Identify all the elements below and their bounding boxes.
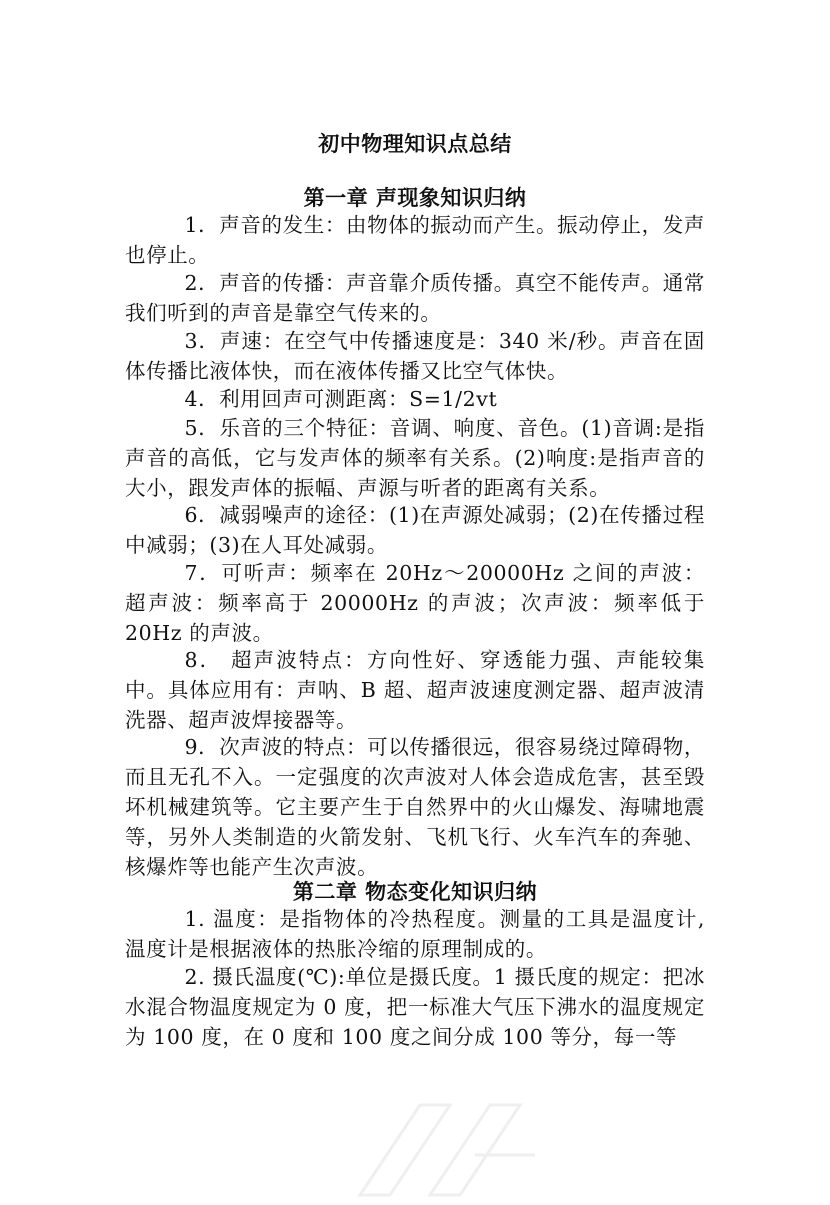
watermark-logo: [300, 1085, 560, 1205]
paragraph: 1．声音的发生：由物体的振动而产生。振动停止，发声也停止。: [125, 213, 705, 267]
paragraph: 5．乐音的三个特征：音调、响度、音色。(1)音调:是指声音的高低，它与发声体的频率有关系。(2)响度:是指声音的大小，跟发声体的振幅、声源与听者的距离有关系。: [125, 416, 705, 500]
paragraph: 3．声速：在空气中传播速度是：340 米/秒。声音在固体传播比液体快，而在液体传播又比空气体快。: [125, 329, 705, 383]
document-title: 初中物理知识点总结: [318, 131, 512, 156]
chapter-heading: 第一章 声现象知识归纳: [303, 185, 527, 210]
paragraph: 7．可听声：频率在 20Hz～20000Hz 之间的声波：超声波：频率高于 20000Hz 的声波；次声波：频率低于 20Hz 的声波。: [125, 561, 705, 645]
chapter-heading: 第二章 物态变化知识归纳: [292, 879, 538, 904]
paragraph: 1. 温度：是指物体的冷热程度。测量的工具是温度计, 温度计是根据液体的热胀冷缩的原理制成的。: [125, 907, 705, 961]
paragraph: 9．次声波的特点：可以传播很远，很容易绕过障碍物，而且无孔不入。一定强度的次声波对人体会造成危害，甚至毁坏机械建筑等。它主要产生于自然界中的火山爆发、海啸地震等，另外人类制造的火箭发射、飞机飞行、火车汽车的奔驰、核爆炸等也能产生次声波。: [125, 735, 705, 879]
paragraph: 8． 超声波特点：方向性好、穿透能力强、声能较集中。具体应用有：声呐、B 超、超声波速度测定器、超声波清洗器、超声波焊接器等。: [125, 648, 705, 732]
paragraph: 4．利用回声可测距离：S=1/2vt: [184, 387, 498, 411]
paragraph: 2．声音的传播：声音靠介质传播。真空不能传声。通常我们听到的声音是靠空气传来的。: [125, 271, 705, 325]
paragraph: 6．减弱噪声的途径：(1)在声源处减弱；(2)在传播过程中减弱；(3)在人耳处减弱。: [125, 503, 705, 557]
paragraph: 2. 摄氏温度(℃):单位是摄氏度。1 摄氏度的规定：把冰水混合物温度规定为 0 度，把一标准大气压下沸水的温度规定为 100 度，在 0 度和 100 度之间分成 100 等分，每一等: [125, 965, 705, 1049]
